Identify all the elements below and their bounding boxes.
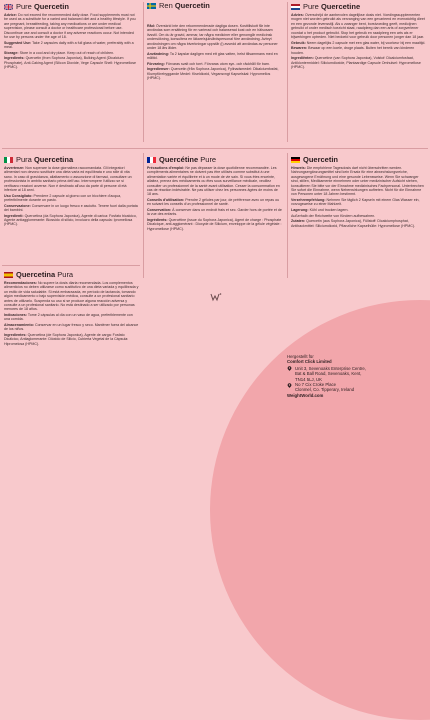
panel-paragraph [4,323,139,332]
paragraph-text: Ta 2 kapslar dagligen med ett glas vatten, helst tillsammans med en måltid. [147,51,278,61]
paragraph-label: Zutaten: [291,219,306,224]
panel-body [4,281,139,346]
uk-address-line2: Bat & Ball Road, Sevenoaks, Kent, [295,371,362,377]
panel-paragraph [4,51,139,55]
panel-sv [143,1,286,143]
paragraph-text: Conservar en un lugar fresco y seco. Manténer fuera del alcance de los niños. [4,323,139,332]
panel-paragraph [147,24,282,50]
paragraph-label: Verzehrempfehlung: [291,198,326,203]
ie-address-line2: Clonmel, Co. Tipperary, Ireland [295,387,355,393]
manufacturer-info [287,354,427,398]
manufacturer-heading: Hergestellt für [287,354,314,359]
location-pin-icon [287,383,292,388]
panel-paragraph [4,204,139,213]
panel-es [0,268,143,428]
panel-paragraph [4,56,139,69]
paragraph-text: Överskrid inte den rekommenderade dagliga dosen. Kosttillskott får inte användas som ersättning för en varierad och balanserad kost och en hälsosam livsstil. Om du är gravid, ammar, tar några mediciner eller genomgår medicinsk undersökning, konsultera en läkare/sjukvårdspersonal före användning. Avbryt användningen om några biverkningar uppstår (i) avsedd att användas av personer under 18 års ålder. [147,24,278,51]
paragraph-text: Bewaar op een koele, droge plaats. Buiten het bereik van kinderen houden. [291,46,415,55]
paragraph-text: Quercetin (från Sophora Japonica), Fyllnadsmedel: Dikalciumfosfat, Klumpförebyggande Medel: Kiseldioxid, Vegansvngt Kapselskal: Hypromellos (HPMC). [147,67,279,81]
paragraph-label: Ingrediënten: [291,56,314,61]
paragraph-label: Recomendaciones: [4,281,37,285]
panel-body [4,13,139,69]
panel-paragraph [147,166,282,197]
spain-flag-icon [4,272,13,278]
paragraph-text: Take 2 capsules daily with a full glass of water, preferably with a meal. [4,40,134,50]
manufacturer-company: Comfort Click Limited [287,359,332,365]
panel-header [291,3,426,11]
panel-title: Quercetin [303,155,339,164]
paragraph-text: Quercetin (aus Sophora Japonica), Füllstoff: Dicalciumphosphat, Antibackmittel: Siliciumdioxid, Pflanzliche Kapselhülle: Hypromellose (HPMC). [291,219,416,228]
paragraph-text: Die empfohlene Tagesdosis darf nicht überschritten werden. Nahrungsergänzungsmittel sind kein Ersatz für eine abwechslungsreiche, ausgewogene Ernährung und eine gesunde Lebensweise. Wenn Sie schwanger sind, stillen, Medikamente einnehmen oder unter medizinischer Aufsicht stehen, konsultieren Sie bitte vor der Einnahme medizinisches Fachpersonal. Unterbrechen Sie sofort die Einnahme, wenn Nebenwirkungen auftreten. Nicht für die Einnahme von Personen unter 18 Jahren bestimmt. [291,166,424,197]
paragraph-label: Advice: [4,13,17,17]
panel-paragraph [4,41,139,50]
panel-title: Pure Quercetine [303,2,361,11]
panel-it [0,153,143,265]
paragraph-text: Store in a cool and dry place. Keep out of reach of children. [18,50,115,55]
paragraph-label: Bewaren: [291,46,308,51]
uk-address [287,366,427,382]
panel-title: Pura Quercetina [16,155,74,164]
panel-paragraph [147,218,282,231]
panel-body [4,166,139,227]
panel-paragraph [4,214,139,227]
paragraph-label: Lagerung: [291,208,309,213]
panel-paragraph [147,208,282,217]
paragraph-text: Overschrijd de aanbevolen dagelijkse dosis niet. Voedingssupplementen mogen niet worden gebruikt als vervanging van een gevarieerd en evenwichtig dieet en een gezonde levensstijl. Als u zwanger bent, borstvoeding geeft, medicijnen gebruikt of onder medisch toezicht staat, raadpleeg dan een arts of zorgverlener voordat u het product gebruikt. Stop het gebruik en raadpleeg een arts als er bijwerkingen optreden. Niet bedoeld voor gebruik door personen jonger dan 18 jaar. [291,13,425,40]
paragraph-label: Conservation: [147,208,172,213]
panel-header [147,2,210,10]
uk-address-line3: TN14 5LJ, UK [295,376,322,382]
netherlands-flag-icon [291,4,300,10]
germany-flag-icon [291,157,300,163]
panel-body [147,24,282,80]
panel-paragraph [291,219,426,228]
panel-paragraph [147,62,282,66]
uk-address-line1: Unit 3, Sevenoaks Enterprise Centre, [295,365,366,371]
paragraph-label: Précautions d'emploi: [147,166,185,170]
panel-paragraph [291,166,426,197]
paragraph-label: Advies: [291,13,304,17]
paragraph-label: Ingrédients: [147,218,168,223]
paragraph-label: Indicaciones: [4,313,27,318]
panel-header [4,156,139,164]
paragraph-text: Quercetine (van Sophora Japonica), Vulstof: Dicalciumfosfaat, Antiklontermiddel: Siliciumdioxide, Plantaardige Capsule Omhulsel: Hypromellose (HPMC). [291,56,421,70]
italy-flag-icon [4,157,13,163]
panel-title: Quercétine Pure [159,155,217,164]
paragraph-label: Almacenamiento: [4,323,34,328]
paragraph-label: Ingredients: [4,56,25,61]
paragraph-text: Quercetina (da Sophora Japonica), Agente di carica: Fosfato bicalcico, Agente antiagglomerante: Biossido di silicio, involucro della capsula: Ipromellosa (HPMC). [4,213,137,227]
paragraph-label: Conservazione: [4,203,31,208]
panel-header [4,3,139,11]
paragraph-text: Quercetin (from Sophora Japonica), Bulking Agent (Dicalcium Phosphate), Anti-Caking Agent (Silicon Dioxide, Vege Capsule Shell: Hypromellose (HPMC). [4,56,137,70]
paragraph-label: Uso Consigliato: [4,193,33,198]
panel-paragraph [4,333,139,346]
paragraph-label: Hinweis: [291,166,306,170]
panel-paragraph [4,166,139,192]
paragraph-text: No supere la dosis diaria recomendada. Los complementos alimenticios no deben utilizarse como sustitutivo de una dieta variada y equilibrada y un estilo de vida saludable. Si está embarazada, en período de lactancia, tomando algún medicamento o bajo supervisión médica, consulte a un profesional sanitario antes de utilizarlo. Suspenda su uso si se produce alguna reacción adversa y consulte a un profesional sanitario. No está destinado a ser utilizado por personas menores de 18 años. [4,281,139,312]
paragraph-text: Tome 2 cápsulas al día con un vaso de agua, preferiblemente con una comida. [4,313,133,322]
panel-paragraph [147,198,282,207]
panel-title: Quercetina Pura [16,270,74,279]
panel-paragraph [4,313,139,322]
panel-paragraph [4,194,139,203]
paragraph-text: Nehmen Sie täglich 2 Kapseln mit einem Glas Wasser ein, vorzugsweise zu einer Mahlzeit. [291,198,420,207]
paragraph-label: Ingredienser: [147,67,170,72]
france-flag-icon [147,157,156,163]
panel-paragraph [4,281,139,312]
panel-paragraph [291,46,426,55]
panel-body [291,13,426,69]
paragraph-label: Ingredientes: [4,333,27,338]
panel-title: Pure Quercetin [16,2,69,11]
ie-address-line1: No 7 Cix Croke Place [295,382,337,388]
panel-body [291,166,426,228]
panel-paragraph [291,56,426,69]
panel-paragraph [291,214,426,218]
paragraph-label: Avvertenze: [4,166,25,170]
panel-paragraph [291,13,426,39]
paragraph-text: À conserver dans un endroit frais et sec. Garder hors de portée et de la vue des enfants. [147,208,282,217]
paragraph-label: Storage: [4,50,19,55]
panel-paragraph [291,198,426,207]
panel-paragraph [291,208,426,212]
panel-header [291,156,426,164]
panel-body [147,166,282,231]
panel-fr [143,153,286,283]
ie-address [287,382,427,393]
paragraph-label: Ingredienti: [4,213,24,218]
paragraph-label: Suggested Use: [4,40,32,45]
location-pin-icon [287,366,292,371]
panel-en [0,0,143,143]
paragraph-label: Conseils d'utilisation: [147,198,185,203]
panel-header [4,271,139,279]
paragraph-text: Außerhalb der Reichweite von Kindern aufbewahren. [291,213,376,218]
panel-nl [287,0,430,143]
paragraph-text: Quercetina (de Sophora Japonica), Agente de carga: Fosfato Dicálcico, Antiaglomerante: Dióxido de Silicio, Cubierta Vegetal de la Cápsula: Hipromelosa (HPMC). [4,333,129,346]
paragraph-text: Neem dagelijks 2 capsule met een glas water, bij voorkeur bij een maaltijd. [305,40,426,45]
weightworld-logo [210,292,222,302]
paragraph-label: Gebruik: [291,40,306,45]
paragraph-text: Do not exceed the recommended daily dose. Food supplements must not be used as a substitute for a varied and balanced diet and a healthy lifestyle. If you are pregnant, breastfeeding, taking any medications or are under medical supervision, please consult a doctor or healthcare professional before use. Discontinue use and consult a doctor if any adverse reactions occur. Not intended for use by persons under the age of 18. [4,13,136,40]
paragraph-label: Råd: [147,24,155,28]
panel-title: Ren Quercetin [159,1,210,10]
paragraph-label: Förvaring: [147,61,165,66]
website-link[interactable]: WeightWorld.com [287,392,324,398]
panel-paragraph [147,67,282,80]
panel-header [147,156,282,164]
sweden-flag-icon [147,3,156,9]
panel-paragraph [291,41,426,45]
paragraph-text: Kühl und trocken lagern. [308,208,349,213]
paragraph-text: Conservare in un luogo fresco e asciutto. Tenere fuori dalla portata dei bambini. [4,203,138,213]
panel-paragraph [147,52,282,61]
paragraph-text: Prendre 2 gélules par jour, de préférence avec un repas ou en suivant les conseils d'un professionnel de santé. [147,198,280,207]
paragraph-text: Non superare la dose giornaliera raccomandata. Gli integratori alimentari non devono sostituire una dieta varia ed equilibrata e uno stile di vita sano. In caso di gravidanza, allattamento o assunzione di farmaci, consultare un professionista in ambito sanitario prima dell'uso. Interrompere l'utilizzo se si verificano reazioni avverse. Non è destinato all'uso da parte di persone di età inferiore ai 18 anni. [4,166,132,193]
paragraph-text: Prendere 2 capsule al giorno con un bicchiere d'acqua, preferibilmente durante un pasto. [4,193,122,203]
panel-paragraph [4,13,139,39]
paragraph-label: Användning: [147,51,169,56]
paragraph-text: Förvaras svalt och torrt. Förvaras utom syn- och räckhåll för barn. [164,61,271,66]
uk-flag-icon [4,4,13,10]
paragraph-text: Ne pas dépasser la dose quotidienne recommandée. Les compléments alimentaires ne doivent pas être utilisés comme substitut à une alimentation variée et équilibrée et à un mode de vie sain. Si vous êtes enceinte, allaitez, prenez des médicaments ou êtes sous surveillance médicale, veuillez consulter un professionnel de la santé avant utilisation. Cesser la consommation en cas de réaction indésirable. Ne pas utiliser chez les personnes âgées de moins de 18 ans. [147,166,280,197]
paragraph-text: Quercétine (issue du Sophora Japonica), Agent de charge : Phosphate Dicalcique, anti-agglomérant : Dioxyde de Silicium, enveloppe de la gélule végétale : Hypromellose (HPMC). [147,218,282,231]
